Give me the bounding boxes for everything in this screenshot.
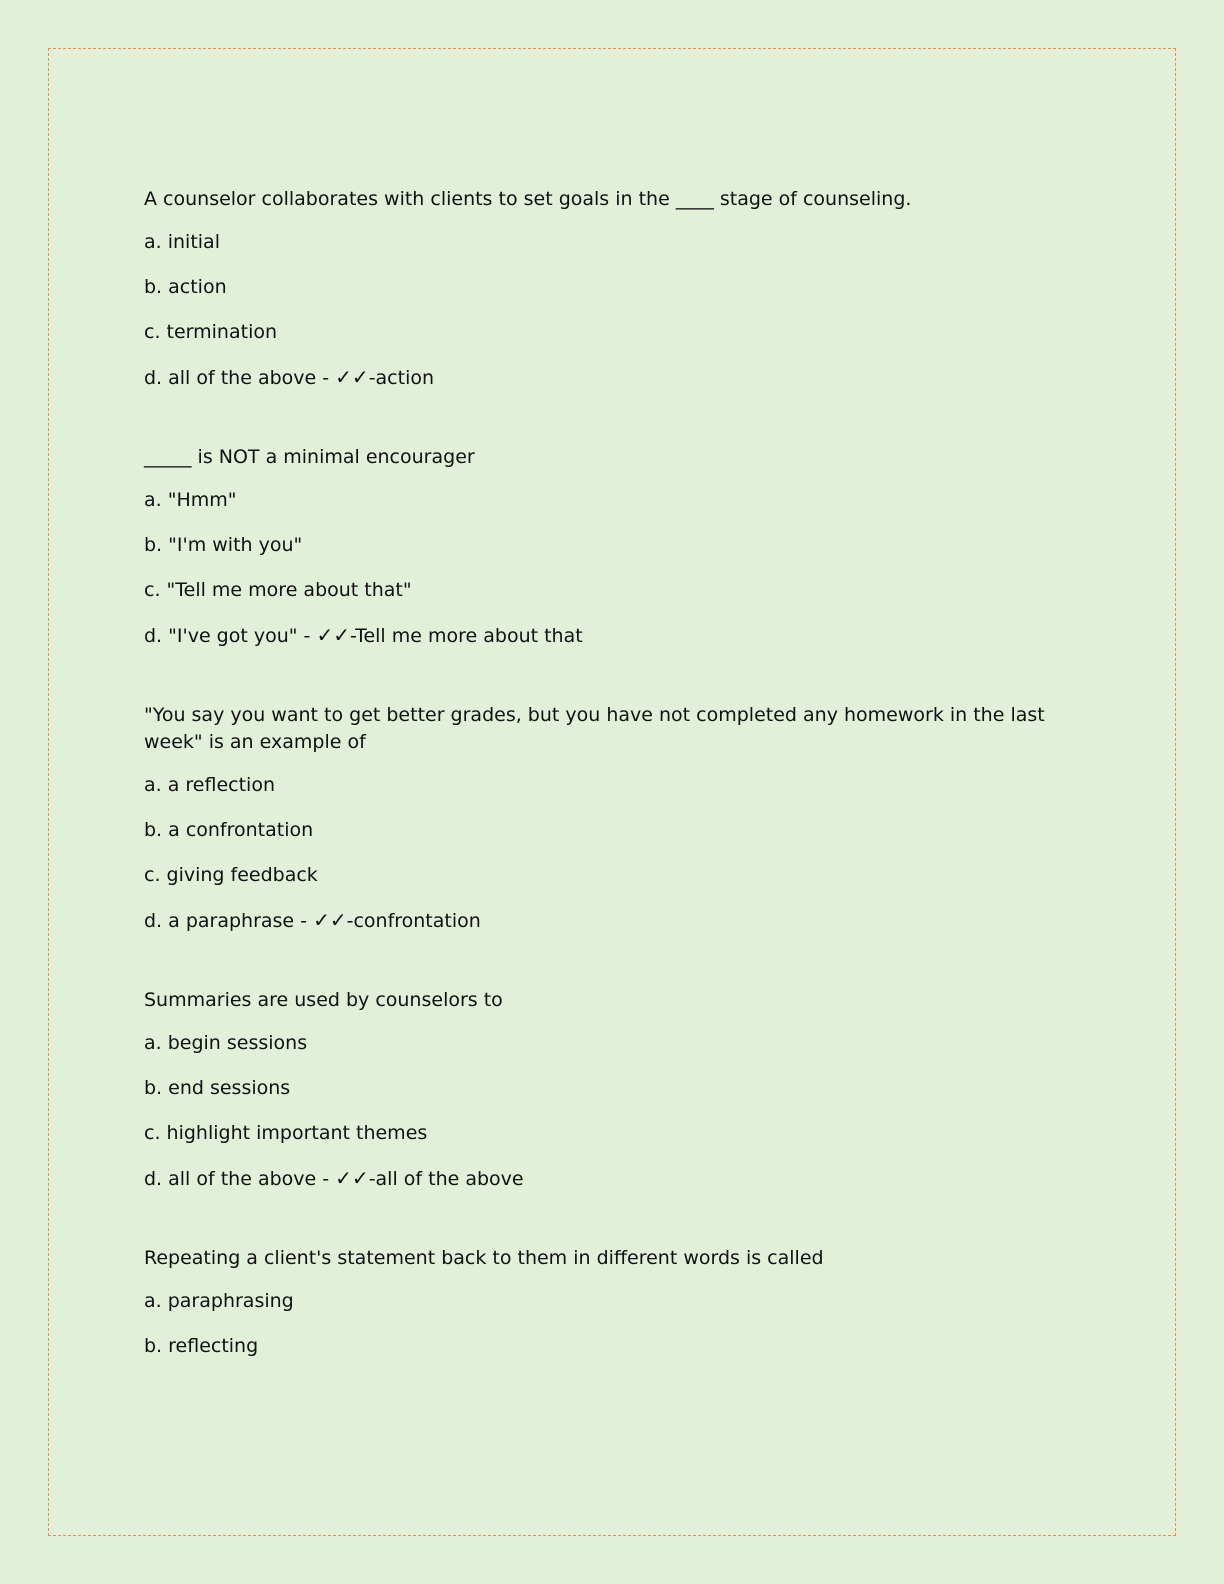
question-text: A counselor collaborates with clients to set goals in the ____ stage of counseling. xyxy=(144,188,912,210)
option-d-with-answer xyxy=(144,622,1084,650)
checkmark-icon: ✓✓ xyxy=(335,1166,369,1190)
option-a: a. begin sessions xyxy=(144,1032,308,1054)
option-b: b. a confrontation xyxy=(144,819,314,841)
option-b: b. "I'm with you" xyxy=(144,534,303,556)
question-1 xyxy=(144,186,1084,392)
question-2 xyxy=(144,444,1084,650)
option-a: a. a reflection xyxy=(144,774,275,796)
answer-text: -action xyxy=(368,367,435,389)
checkmark-icon: ✓✓ xyxy=(316,623,350,647)
option-d: d. "I've got you" - xyxy=(144,625,311,647)
option-d: d. all of the above - xyxy=(144,367,330,389)
question-text: "You say you want to get better grades, but you have not completed any homework in the last week" is an example of xyxy=(144,704,1045,753)
option-a: a. "Hmm" xyxy=(144,489,237,511)
question-3 xyxy=(144,702,1084,935)
question-text: Summaries are used by counselors to xyxy=(144,989,503,1011)
question-text: Repeating a client's statement back to them in different words is called xyxy=(144,1247,824,1269)
checkmark-icon: ✓✓ xyxy=(335,365,369,389)
checkmark-icon: ✓✓ xyxy=(313,908,347,932)
option-b: b. end sessions xyxy=(144,1077,291,1099)
answer-text: -all of the above xyxy=(368,1168,524,1190)
document-body xyxy=(144,186,1084,1412)
option-d-with-answer xyxy=(144,364,1084,392)
option-a: a. paraphrasing xyxy=(144,1290,294,1312)
question-4 xyxy=(144,987,1084,1193)
option-b: b. reflecting xyxy=(144,1335,259,1357)
option-d: d. a paraphrase - xyxy=(144,910,308,932)
option-c: c. giving feedback xyxy=(144,864,318,886)
option-a: a. initial xyxy=(144,231,220,253)
option-d: d. all of the above - xyxy=(144,1168,330,1190)
option-c: c. highlight important themes xyxy=(144,1122,428,1144)
answer-text: -Tell me more about that xyxy=(349,625,583,647)
option-c: c. "Tell me more about that" xyxy=(144,579,412,601)
option-c: c. termination xyxy=(144,321,278,343)
option-d-with-answer xyxy=(144,1165,1084,1193)
question-text: _____ is NOT a minimal encourager xyxy=(144,446,475,468)
option-b: b. action xyxy=(144,276,227,298)
answer-text: -confrontation xyxy=(346,910,481,932)
question-5 xyxy=(144,1245,1084,1360)
option-d-with-answer xyxy=(144,907,1084,935)
